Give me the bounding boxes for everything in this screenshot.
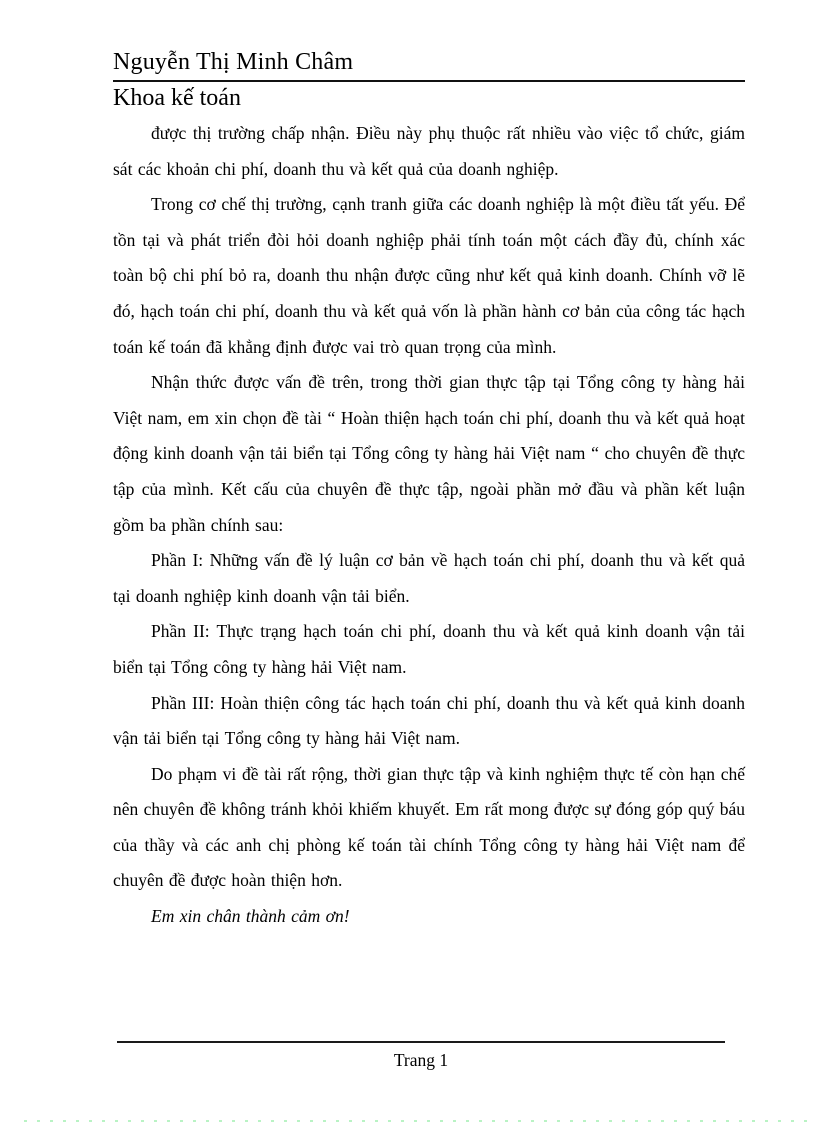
page-number: Trang 1 <box>393 1050 449 1070</box>
page-header <box>113 46 745 114</box>
paragraph-part-3: Phần III: Hoàn thiện công tác hạch toán chi phí, doanh thu và kết quả kinh doanh vận tải biển tại Tổng công ty hàng hải Việt nam. <box>113 692 745 749</box>
document-body <box>113 116 745 935</box>
paragraph: Do phạm vi đề tài rất rộng, thời gian thực tập và kinh nghiệm thực tế còn hạn chế nên chuyên đề không tránh khỏi khiếm khuyết. Em rất mong được sự đóng góp quý báu của thầy và các anh chị phòng kế toán tài chính Tổng công ty hàng hải Việt nam để chuyên đề được hoàn thiện hơn. <box>113 763 745 891</box>
closing-line: Em xin chân thành cảm ơn! <box>151 906 350 927</box>
page-content <box>113 46 745 935</box>
page-footer <box>117 1041 725 1071</box>
header-author-name: Nguyễn Thị Minh Châm <box>113 49 354 75</box>
paragraph: được thị trường chấp nhận. Điều này phụ thuộc rất nhiều vào việc tổ chức, giám sát các khoản chi phí, doanh thu và kết quả của doanh nghiệp. <box>113 123 745 179</box>
header-department: Khoa kế toán <box>113 85 241 111</box>
paragraph: Nhận thức được vấn đề trên, trong thời gian thực tập tại Tổng công ty hàng hải Việt nam, em xin chọn đề tài “ Hoàn thiện hạch toán chi phí, doanh thu và kết quả hoạt động kinh doanh vận tải biển tại Tổng công ty hàng hải Việt nam “ cho chuyên đề thực tập của mình. Kết cấu của chuyên đề thực tập, ngoài phần mở đầu và phần kết luận gồm ba phần chính sau: <box>113 372 745 535</box>
paragraph-part-2: Phần II: Thực trạng hạch toán chi phí, doanh thu và kết quả kinh doanh vận tải biển tại Tổng công ty hàng hải Việt nam. <box>113 621 745 677</box>
page-boundary-dots <box>24 1120 808 1122</box>
paragraph-part-1: Phần I: Những vấn đề lý luận cơ bản về hạch toán chi phí, doanh thu và kết quả tại doanh nghiệp kinh doanh vận tải biển. <box>113 550 745 606</box>
paragraph: Trong cơ chế thị trường, cạnh tranh giữa các doanh nghiệp là một điều tất yếu. Để tồn tại và phát triển đòi hỏi doanh nghiệp phải tính toán một cách đầy đủ, chính xác toàn bộ chi phí bỏ ra, doanh thu nhận được cũng như kết quả kinh doanh. Chính vỡ lẽ đó, hạch toán chi phí, doanh thu và kết quả vốn là phần hành cơ bản của công tác hạch toán kế toán đã khẳng định được vai trò quan trọng của mình. <box>113 194 745 357</box>
